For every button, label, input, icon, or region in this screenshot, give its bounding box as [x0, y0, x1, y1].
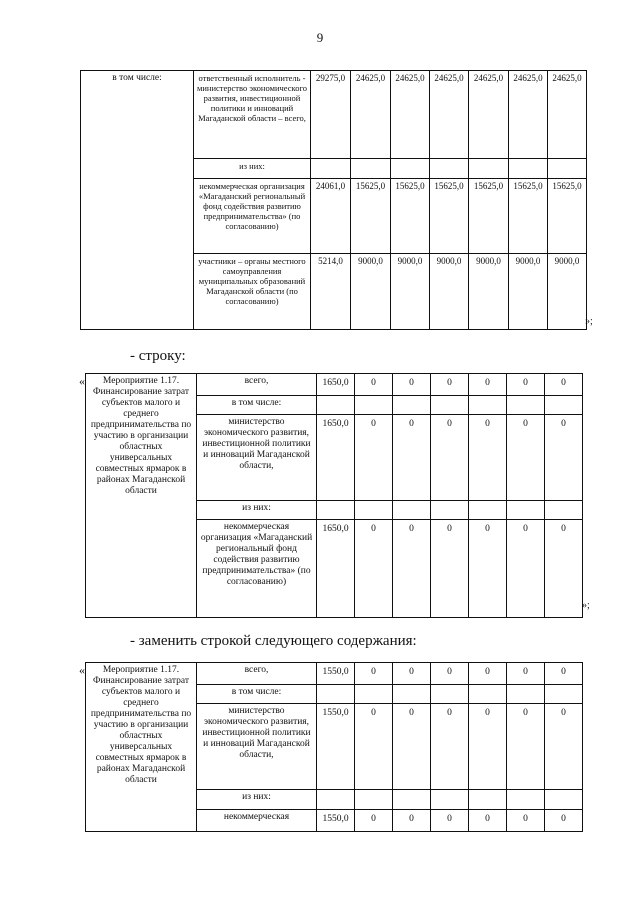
row-label: в том числе: [197, 685, 317, 704]
value-cell: 24625,0 [351, 71, 391, 159]
value-cell: 0 [545, 415, 583, 501]
row-label: всего, [197, 663, 317, 685]
opening-quote: « [79, 663, 85, 677]
value-cell: 0 [545, 810, 583, 832]
value-cell: 0 [431, 520, 469, 618]
value-cell: 15625,0 [391, 179, 430, 254]
value-cell: 0 [355, 415, 393, 501]
value-cell: 0 [469, 663, 507, 685]
value-cell: 0 [507, 810, 545, 832]
value-cell: 24625,0 [430, 71, 469, 159]
value-cell: 24625,0 [469, 71, 509, 159]
value-cell [355, 685, 393, 704]
event-name: Мероприятие 1.17. Финансирование затрат субъектов малого и среднего предпринимательства по участию в организации областных универсальных совместных ярмарок в районах Магаданской области [86, 663, 197, 832]
row-label: в том числе: [197, 396, 317, 415]
value-cell [545, 501, 583, 520]
value-cell: 0 [507, 520, 545, 618]
value-cell: 24625,0 [509, 71, 548, 159]
value-cell: 9000,0 [548, 254, 587, 330]
value-cell: 0 [393, 520, 431, 618]
value-cell [391, 159, 430, 179]
table-row [86, 374, 583, 396]
value-cell [393, 396, 431, 415]
value-cell: 0 [355, 374, 393, 396]
value-cell: 24061,0 [311, 179, 351, 254]
value-cell: 0 [545, 704, 583, 790]
value-cell: 9000,0 [391, 254, 430, 330]
value-cell: 15625,0 [430, 179, 469, 254]
value-cell [431, 790, 469, 810]
value-cell [311, 159, 351, 179]
section-heading: - строку: [130, 348, 186, 364]
row-label: министерство экономического развития, инвестиционной политики и инноваций Магаданской области, [197, 415, 317, 501]
value-cell [351, 159, 391, 179]
value-cell: 0 [545, 663, 583, 685]
value-cell: 15625,0 [469, 179, 509, 254]
value-cell [430, 159, 469, 179]
value-cell: 0 [469, 415, 507, 501]
value-cell: 9000,0 [469, 254, 509, 330]
value-cell: 1550,0 [317, 704, 355, 790]
row-label: из них: [194, 159, 311, 179]
value-cell [469, 685, 507, 704]
value-cell [548, 159, 587, 179]
value-cell: 9000,0 [430, 254, 469, 330]
value-cell [355, 396, 393, 415]
row-label: участники – органы местного самоуправления муниципальных образований Магаданской области (по согласованию) [194, 254, 311, 330]
value-cell: 15625,0 [548, 179, 587, 254]
value-cell: 0 [431, 663, 469, 685]
value-cell [507, 501, 545, 520]
row-label: из них: [197, 790, 317, 810]
value-cell: 0 [545, 520, 583, 618]
value-cell [431, 396, 469, 415]
value-cell: 0 [431, 704, 469, 790]
row-label: из них: [197, 501, 317, 520]
value-cell [317, 685, 355, 704]
value-cell: 0 [355, 663, 393, 685]
value-cell [545, 685, 583, 704]
table-continuation [80, 70, 587, 330]
row-label: министерство экономического развития, инвестиционной политики и инноваций Магаданской области, [197, 704, 317, 790]
value-cell: 0 [431, 415, 469, 501]
value-cell: 15625,0 [509, 179, 548, 254]
value-cell: 24625,0 [548, 71, 587, 159]
event-name: Мероприятие 1.17. Финансирование затрат субъектов малого и среднего предпринимательства по участию в организации областных универсальных совместных ярмарок в районах Магаданской области [86, 374, 197, 618]
value-cell: 0 [469, 374, 507, 396]
value-cell [431, 501, 469, 520]
row-label: ответственный исполнитель - министерство экономического развития, инвестиционной политики и инноваций Магаданской области – всего, [194, 71, 311, 159]
value-cell [507, 790, 545, 810]
value-cell: 0 [355, 704, 393, 790]
table-new-row [85, 662, 583, 832]
value-cell: 1650,0 [317, 415, 355, 501]
value-cell: 1550,0 [317, 663, 355, 685]
value-cell [393, 501, 431, 520]
value-cell [469, 501, 507, 520]
value-cell: 0 [507, 704, 545, 790]
value-cell [355, 501, 393, 520]
value-cell: 0 [393, 374, 431, 396]
table-row [86, 663, 583, 685]
value-cell [317, 790, 355, 810]
value-cell: 0 [393, 810, 431, 832]
value-cell [393, 790, 431, 810]
value-cell [393, 685, 431, 704]
value-cell: 0 [393, 704, 431, 790]
value-cell: 29275,0 [311, 71, 351, 159]
value-cell: 0 [355, 810, 393, 832]
value-cell [317, 396, 355, 415]
opening-quote: « [79, 374, 85, 388]
value-cell [507, 685, 545, 704]
page-number: 9 [316, 30, 324, 45]
row-label: некоммерческая [197, 810, 317, 832]
value-cell: 15625,0 [351, 179, 391, 254]
value-cell: 9000,0 [351, 254, 391, 330]
value-cell: 24625,0 [391, 71, 430, 159]
closing-quote: »; [582, 600, 590, 611]
value-cell: 0 [507, 663, 545, 685]
value-cell [545, 396, 583, 415]
value-cell [509, 159, 548, 179]
row-label: некоммерческая организация «Магаданский региональный фонд содействия развитию предпринимательства» (по согласованию) [194, 179, 311, 254]
value-cell: 0 [507, 415, 545, 501]
value-cell [545, 790, 583, 810]
value-cell: 0 [507, 374, 545, 396]
value-cell [355, 790, 393, 810]
including-label: в том числе: [81, 71, 194, 330]
value-cell: 9000,0 [509, 254, 548, 330]
value-cell: 0 [431, 374, 469, 396]
value-cell: 0 [393, 663, 431, 685]
value-cell: 5214,0 [311, 254, 351, 330]
value-cell: 0 [355, 520, 393, 618]
value-cell: 1550,0 [317, 810, 355, 832]
value-cell [469, 159, 509, 179]
value-cell [317, 501, 355, 520]
row-label: некоммерческая организация «Магаданский региональный фонд содействия развитию предпринимательства» (по согласованию) [197, 520, 317, 618]
value-cell: 0 [469, 520, 507, 618]
value-cell [431, 685, 469, 704]
closing-quote: »; [585, 316, 593, 327]
value-cell: 0 [431, 810, 469, 832]
value-cell: 0 [545, 374, 583, 396]
value-cell: 0 [469, 704, 507, 790]
value-cell [469, 396, 507, 415]
section-heading: - заменить строкой следующего содержания: [130, 633, 417, 649]
value-cell: 1650,0 [317, 520, 355, 618]
table-row [81, 71, 587, 159]
table-old-row [85, 373, 583, 618]
value-cell: 0 [393, 415, 431, 501]
row-label: всего, [197, 374, 317, 396]
value-cell [469, 790, 507, 810]
value-cell [507, 396, 545, 415]
value-cell: 0 [469, 810, 507, 832]
value-cell: 1650,0 [317, 374, 355, 396]
